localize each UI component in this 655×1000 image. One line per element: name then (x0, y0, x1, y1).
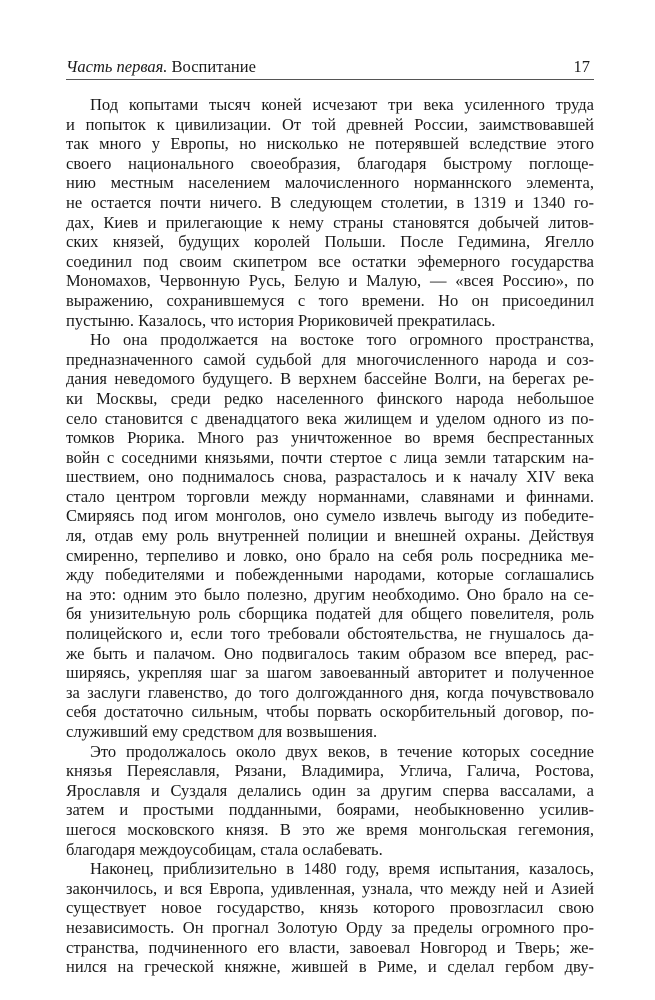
text-line: Смиряясь под игом монголов, оно сумело извлечь выгоду из победите- (66, 506, 594, 526)
paragraph (66, 95, 594, 330)
section-title: Воспитание (171, 57, 256, 76)
text-line: войн с соседними князьями, почти стертое с лица земли татарским на- (66, 447, 594, 467)
text-line: себя достаточно сильным, чтобы порвать оскорбительный договор, по- (66, 702, 594, 722)
text-line: Это продолжалось около двух веков, в течение которых соседние (90, 741, 594, 761)
text-line: шегося московского князя. В это же время монгольская гегемония, (66, 819, 594, 839)
text-line: Под копытами тысяч коней исчезают три века усиленного труда (90, 95, 594, 114)
text-line: нию местным населением малочисленного норманнского элемента, (66, 173, 594, 193)
text-line: дания неведомого будущего. В верхнем бассейне Волги, на берегах ре- (66, 369, 594, 389)
text-line: дах, Киев и прилегающие к нему страны становятся добычей литов- (66, 212, 594, 232)
header-rule (66, 79, 594, 80)
text-line: стало центром торговли между норманнами, славянами и финнами. (66, 486, 594, 506)
text-line: предназначенного самой судьбой для многочисленного народа и соз- (66, 349, 594, 369)
text-line: и попыток к цивилизации. От той древней России, заимствовавшей (66, 114, 594, 134)
text-line: нился на греческой княжне, жившей в Риме, и сделал гербом дву- (66, 957, 594, 977)
text-line: Но она продолжается на востоке того огромного пространства, (90, 330, 594, 350)
text-line: не остается почти ничего. В следующем столетии, в 1319 и 1340 го- (66, 192, 594, 212)
text-line: существует новое государство, князь которого провозгласил свою (66, 898, 594, 918)
text-line: князья Переяславля, Рязани, Владимира, Углича, Галича, Ростова, (66, 761, 594, 781)
text-line: жду победителями и побежденными народами, которые соглашались (66, 565, 594, 585)
text-line: ширяясь, укрепляя шаг за шагом завоеванный авторитет и полученное (66, 663, 594, 683)
paragraph (66, 742, 594, 860)
text-line: странства, подчиненного его власти, завоевал Новгород и Тверь; же- (66, 937, 594, 957)
text-line: Наконец, приблизительно в 1480 году, время испытания, казалось, (90, 859, 594, 879)
text-line: ля, отдав ему роль внутренней полиции и внешней охраны. Действуя (66, 526, 594, 546)
text-line: так много у Европы, но нисколько не потерявшей вследствие этого (66, 134, 594, 154)
text-line: томков Рюрика. Много раз уничтоженное во время беспрестанных (66, 428, 594, 448)
paragraph (66, 859, 594, 977)
text-line: выражению, сохранившемуся с того времени. Но он присоединил (66, 290, 594, 310)
text-line: шествием, оно поднималось снова, разрасталось и к началу XIV века (66, 467, 594, 487)
text-line: бя унизительную роль сборщика податей для общего повелителя, роль (66, 604, 594, 624)
text-line: на это: одним это было полезно, другим необходимо. Оно брало на се- (66, 584, 594, 604)
text-line: служивший ему средством для возвышения. (66, 722, 378, 741)
text-line: закончилось, и вся Европа, удивленная, узнала, что между ней и Азией (66, 878, 594, 898)
text-line: соединил под своим скипетром все остатки эфемерного государства (66, 251, 594, 271)
paragraph (66, 330, 594, 741)
text-line: смиренно, терпеливо и ловко, оно брало на себя роль посредника ме- (66, 545, 594, 565)
text-line: полицейского и, если того требовали обстоятельства, не гнушалось да- (66, 624, 594, 644)
text-line: независимость. Он прогнал Золотую Орду за пределы огромного про- (66, 917, 594, 937)
text-line: своего национального своеобразия, благодаря быстрому поглоще- (66, 153, 594, 173)
part-label: Часть первая. (66, 57, 168, 76)
text-line: благодаря междоусобицам, стала ослабевать. (66, 839, 383, 859)
body-text (66, 95, 594, 977)
running-header (66, 56, 594, 80)
text-line: ки Москвы, среди редко населенного финского народа небольшое (66, 388, 594, 408)
text-line: за заслуги главенство, до того долгожданного дня, когда почувствовало (66, 682, 594, 702)
text-line: затем и простыми подданными, боярами, необыкновенно усилив- (66, 800, 594, 820)
text-line: же быть и палачом. Оно подвигалось таким образом все вперед, рас- (66, 643, 594, 663)
text-line: село становится с двенадцатого века жилищем и уделом одного из по- (66, 408, 594, 428)
text-line: пустыню. Казалось, что история Рюриковичей прекратилась. (66, 310, 496, 330)
text-line: Ярославля и Суздаля делались один за другим сперва вассалами, а (66, 780, 594, 800)
page-number: 17 (573, 57, 590, 76)
text-line: Мономахов, Червонную Русь, Белую и Малую, — «всея Россию», по (66, 271, 594, 291)
text-line: ских князей, будущих королей Польши. После Гедимина, Ягелло (66, 232, 594, 252)
